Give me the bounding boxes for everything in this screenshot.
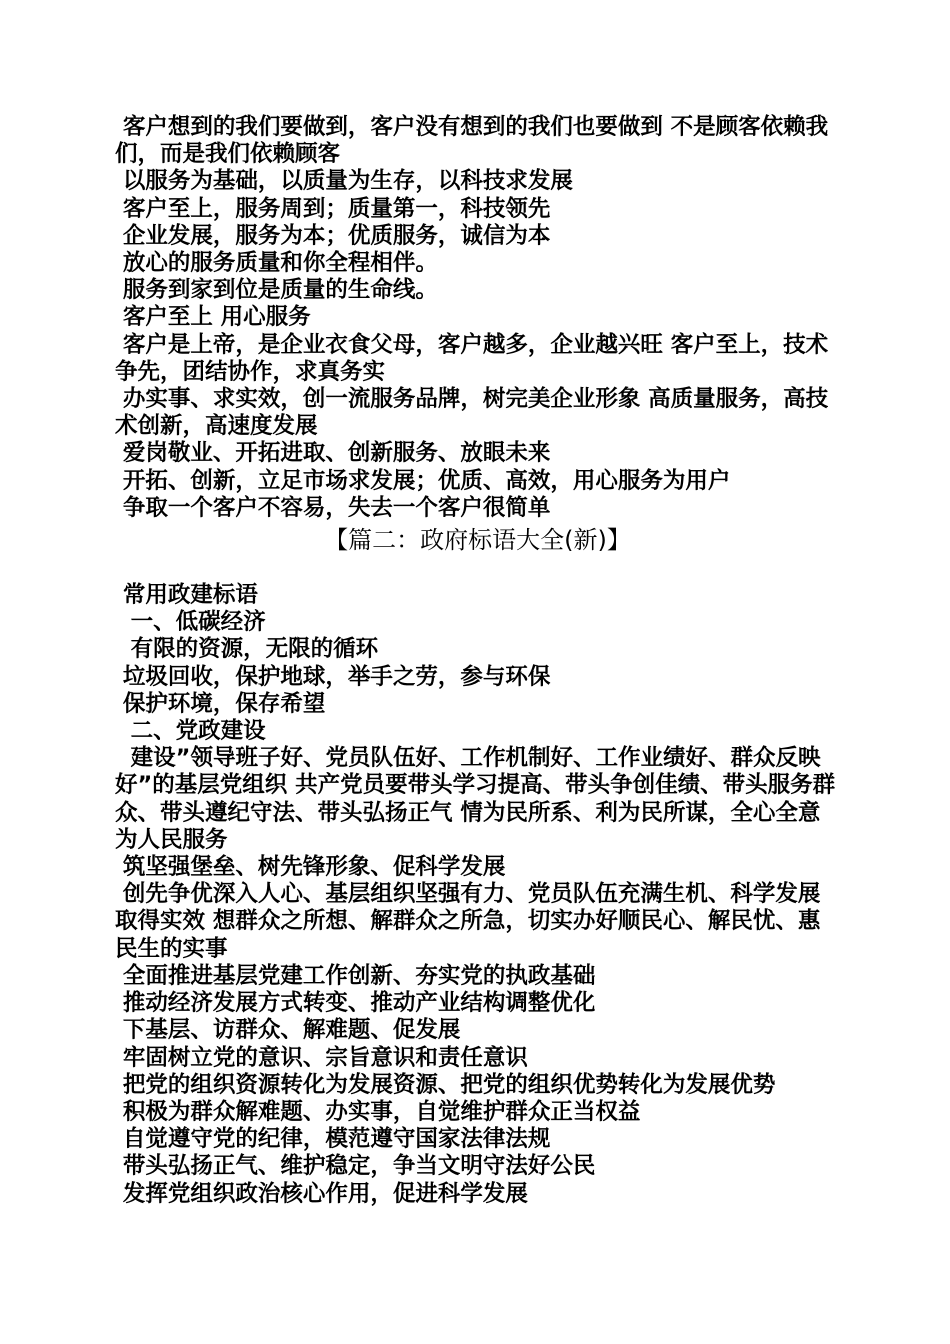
text-line: 以服务为基础，以质量为生存，以科技求发展 bbox=[115, 168, 573, 195]
text-line: 保护环境，保存希望 bbox=[115, 690, 326, 717]
text-line: 开拓、创新，立足市场求发展；优质、高效，用心服务为用户 bbox=[115, 467, 731, 494]
text-line: 全面推进基层党建工作创新、夯实党的执政基础 bbox=[115, 962, 596, 989]
text-line: 推动经济发展方式转变、推动产业结构调整优化 bbox=[115, 990, 596, 1017]
text-line: 常用政建标语 bbox=[115, 582, 258, 609]
text-line: 垃圾回收，保护地球，举手之劳，参与环保 bbox=[115, 663, 551, 690]
text-line: 发挥党组织政治核心作用，促进科学发展 bbox=[115, 1180, 528, 1207]
text-line: 客户想到的我们要做到，客户没有想到的我们也要做到 不是顾客依赖我们，而是我们依赖顾客 bbox=[115, 114, 829, 168]
text-line: 企业发展，服务为本；优质服务，诚信为本 bbox=[115, 222, 551, 249]
document-page bbox=[115, 114, 840, 1208]
text-line: 下基层、访群众、解难题、促发展 bbox=[115, 1017, 461, 1044]
text-line: 创先争优深入人心、基层组织坚强有力、党员队伍充满生机、科学发展取得实效 想群众之所想、解群众之所急，切实办好顺民心、解民忧、惠民生的实事 bbox=[115, 881, 821, 962]
text-line: 客户是上帝，是企业衣食父母，客户越多，企业越兴旺 客户至上，技术争先，团结协作，求真务实 bbox=[115, 331, 829, 385]
text-line: 服务到家到位是质量的生命线。 bbox=[115, 277, 438, 304]
text-line: 自觉遵守党的纪律，模范遵守国家法律法规 bbox=[115, 1126, 551, 1153]
text-line: 积极为群众解难题、办实事，自觉维护群众正当权益 bbox=[115, 1098, 641, 1125]
text-line: 爱岗敬业、开拓进取、创新服务、放眼未来 bbox=[115, 440, 551, 467]
text-line: 二、党政建设 bbox=[115, 718, 266, 745]
text-line: 争取一个客户不容易，失去一个客户很简单 bbox=[115, 494, 551, 521]
section-title: 【篇二：政府标语大全(新)】 bbox=[324, 526, 631, 555]
text-line: 把党的组织资源转化为发展资源、把党的组织优势转化为发展优势 bbox=[115, 1071, 776, 1098]
text-line: 筑坚强堡垒、树先锋形象、促科学发展 bbox=[115, 854, 506, 881]
text-line: 建设”领导班子好、党员队伍好、工作机制好、工作业绩好、群众反映好”的基层党组织 共产党员要带头学习提高、带头争创佳绩、带头服务群众、带头遵纪守法、带头弘扬正气 情为民所系、利为民所谋，全心全意为人民服务 bbox=[115, 745, 836, 853]
text-line: 办实事、求实效，创一流服务品牌，树完美企业形象 高质量服务，高技术创新，高速度发展 bbox=[115, 386, 829, 440]
text-line: 牢固树立党的意识、宗旨意识和责任意识 bbox=[115, 1044, 528, 1071]
text-line: 放心的服务质量和你全程相伴。 bbox=[115, 250, 438, 277]
text-line: 一、低碳经济 bbox=[115, 609, 266, 636]
part2-block bbox=[115, 582, 840, 1208]
text-line: 客户至上，服务周到；质量第一，科技领先 bbox=[115, 195, 551, 222]
text-line: 客户至上 用心服务 bbox=[115, 304, 311, 331]
part1-block bbox=[115, 114, 840, 522]
text-line: 有限的资源，无限的循环 bbox=[115, 636, 379, 663]
text-line: 带头弘扬正气、维护稳定，争当文明守法好公民 bbox=[115, 1153, 596, 1180]
